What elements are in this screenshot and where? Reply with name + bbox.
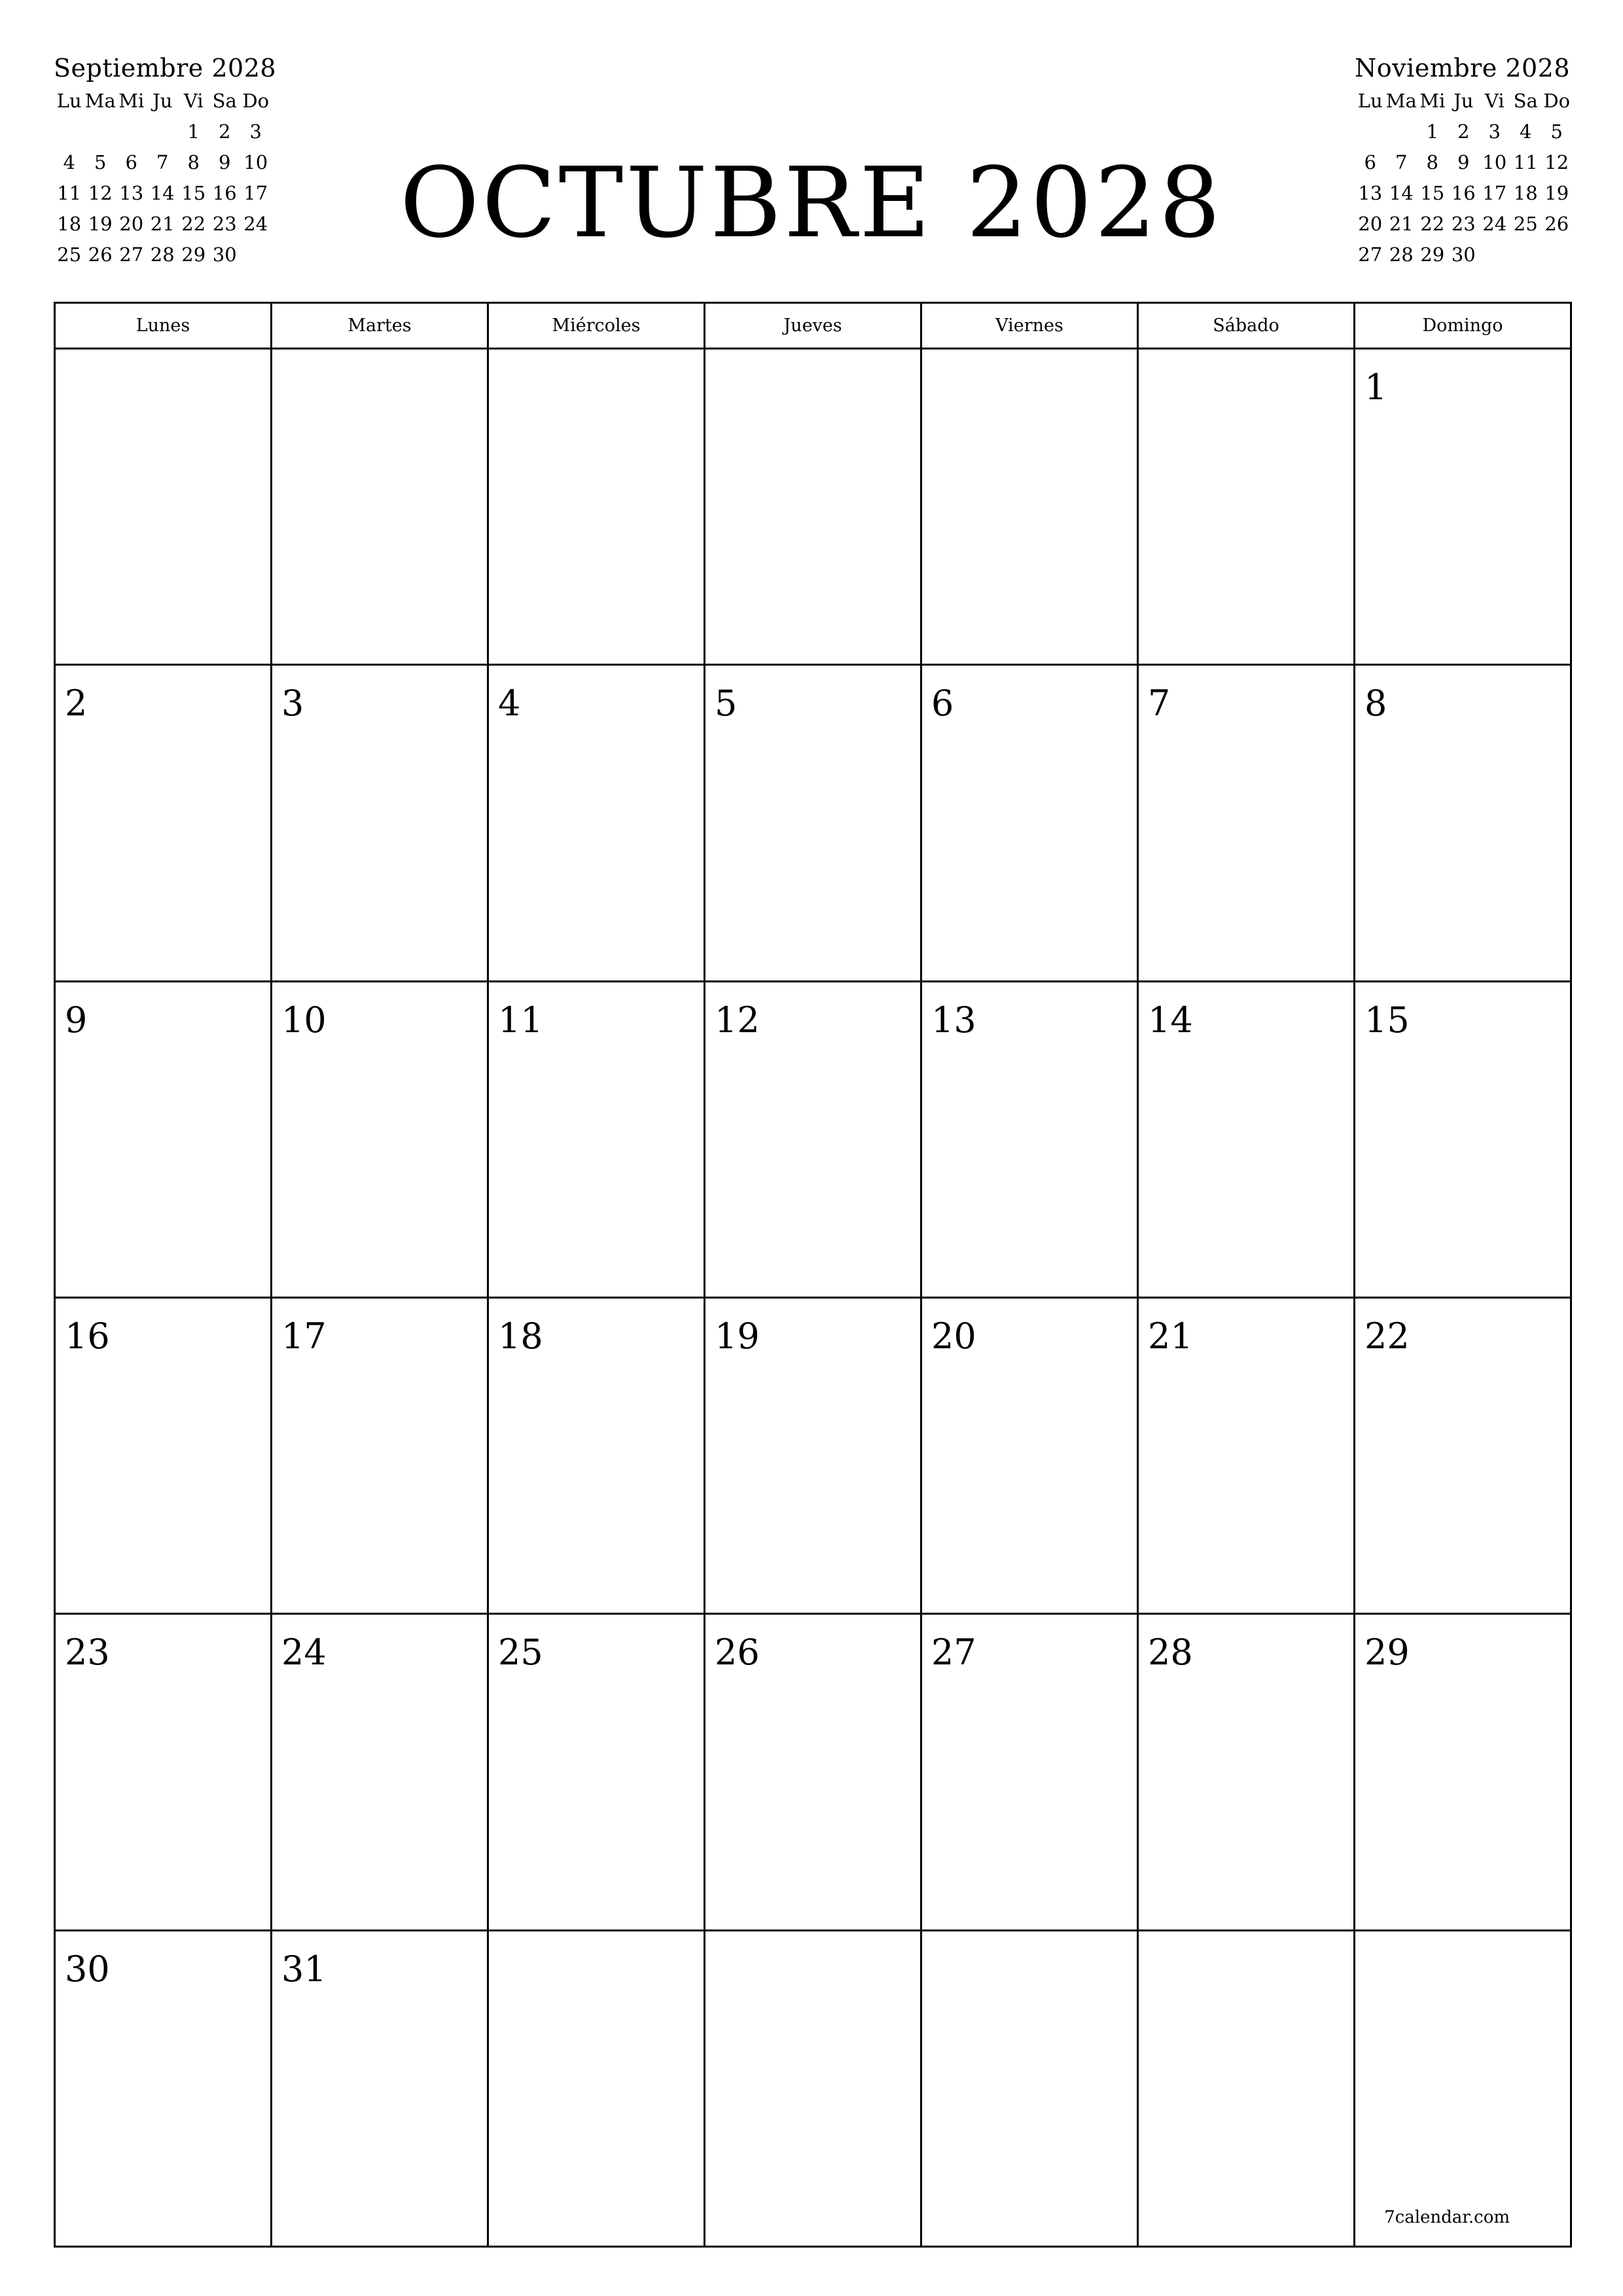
mini-day-cell: 5 <box>94 151 107 173</box>
day-cell[interactable] <box>1355 1299 1572 1615</box>
mini-day-cell: 24 <box>243 212 268 235</box>
mini-day-cell: 8 <box>187 151 200 173</box>
mini-day-cell: 8 <box>1426 151 1438 173</box>
month-grid <box>54 302 1572 2248</box>
mini-day-cell: 14 <box>150 181 175 204</box>
day-cell[interactable] <box>922 1299 1139 1615</box>
mini-day-cell: 21 <box>150 212 175 235</box>
day-number: 19 <box>715 1316 760 1357</box>
day-number: 14 <box>1148 999 1193 1041</box>
mini-day-cell: 22 <box>181 212 206 235</box>
mini-day-cell: 29 <box>1420 243 1445 266</box>
day-cell[interactable] <box>272 1299 489 1615</box>
day-number: 3 <box>281 683 304 725</box>
mini-day-cell: 4 <box>63 151 75 173</box>
mini-day-cell: 12 <box>88 181 113 204</box>
day-cell[interactable] <box>489 350 705 666</box>
mini-day-cell: 9 <box>219 151 231 173</box>
day-cell[interactable] <box>272 982 489 1299</box>
page-title: OCTUBRE 2028 <box>400 147 1223 259</box>
weekday-header: Lunes <box>56 304 272 350</box>
day-number: 27 <box>931 1632 976 1674</box>
mini-day-cell: 4 <box>1520 120 1532 143</box>
mini-day-cell <box>1510 239 1542 270</box>
mini-day-cell: 28 <box>150 243 175 266</box>
mini-weekday-header: Vi <box>183 89 204 112</box>
mini-weekday-header: Do <box>242 89 270 112</box>
mini-day-cell: 9 <box>1457 151 1470 173</box>
mini-day-cell: 26 <box>1544 212 1569 235</box>
mini-day-cell <box>1386 116 1418 147</box>
mini-day-cell: 3 <box>249 120 262 143</box>
mini-day-cell <box>54 116 85 147</box>
mini-day-cell: 15 <box>181 181 206 204</box>
day-number: 31 <box>281 1948 327 1990</box>
mini-day-cell <box>85 116 116 147</box>
day-number: 26 <box>715 1632 760 1674</box>
weekday-header: Miércoles <box>489 304 705 350</box>
day-number: 28 <box>1148 1632 1193 1674</box>
day-cell[interactable] <box>705 666 922 982</box>
day-cell[interactable] <box>56 666 272 982</box>
day-cell[interactable] <box>922 350 1139 666</box>
mini-day-cell <box>1479 239 1510 270</box>
day-number: 6 <box>931 683 954 725</box>
mini-day-cell: 10 <box>1482 151 1507 173</box>
day-number: 29 <box>1364 1632 1410 1674</box>
mini-day-cell: 27 <box>119 243 144 266</box>
mini-day-cell: 1 <box>1426 120 1438 143</box>
site-credit: 7calendar.com <box>1384 2208 1510 2227</box>
day-cell[interactable] <box>272 666 489 982</box>
mini-weekday-header: Lu <box>56 89 82 112</box>
mini-day-cell: 3 <box>1488 120 1501 143</box>
day-number: 10 <box>281 999 327 1041</box>
mini-day-cell: 7 <box>1395 151 1408 173</box>
mini-day-cell: 17 <box>1482 181 1507 204</box>
day-number: 15 <box>1364 999 1410 1041</box>
day-cell[interactable] <box>1139 1615 1355 1931</box>
mini-day-cell: 17 <box>243 181 268 204</box>
mini-day-cell: 10 <box>243 151 268 173</box>
day-cell[interactable] <box>1139 666 1355 982</box>
day-number: 22 <box>1364 1316 1410 1357</box>
day-number: 7 <box>1148 683 1171 725</box>
day-number: 18 <box>498 1316 543 1357</box>
mini-calendar-next-grid <box>1355 85 1574 270</box>
day-cell[interactable] <box>56 1931 272 2248</box>
mini-weekday-header: Ju <box>152 89 173 112</box>
mini-day-cell <box>1355 116 1386 147</box>
mini-day-cell: 29 <box>181 243 206 266</box>
mini-day-cell: 13 <box>119 181 144 204</box>
mini-day-cell: 23 <box>212 212 237 235</box>
day-cell[interactable] <box>56 1615 272 1931</box>
day-cell[interactable] <box>1355 666 1572 982</box>
day-number: 25 <box>498 1632 543 1674</box>
mini-weekday-header: Mi <box>1419 89 1446 112</box>
day-cell[interactable] <box>1139 982 1355 1299</box>
mini-day-cell: 11 <box>57 181 82 204</box>
mini-day-cell <box>1541 239 1573 270</box>
mini-day-cell: 21 <box>1389 212 1414 235</box>
mini-calendar-prev-grid <box>54 85 273 270</box>
mini-day-cell: 25 <box>57 243 82 266</box>
mini-day-cell: 12 <box>1544 151 1569 173</box>
mini-day-cell: 22 <box>1420 212 1445 235</box>
weekday-header: Jueves <box>705 304 922 350</box>
day-cell[interactable] <box>705 1615 922 1931</box>
mini-weekday-header: Ma <box>1385 89 1417 112</box>
mini-day-cell: 5 <box>1550 120 1563 143</box>
mini-calendar-next <box>1355 51 1574 270</box>
day-cell[interactable] <box>922 666 1139 982</box>
weekday-header: Domingo <box>1355 304 1572 350</box>
day-cell[interactable] <box>56 1299 272 1615</box>
mini-day-cell <box>240 239 272 270</box>
mini-day-cell: 30 <box>212 243 237 266</box>
mini-day-cell: 20 <box>119 212 144 235</box>
day-cell[interactable] <box>922 982 1139 1299</box>
day-cell[interactable] <box>1355 982 1572 1299</box>
day-number: 23 <box>65 1632 110 1674</box>
mini-weekday-header: Ju <box>1454 89 1474 112</box>
mini-weekday-header: Ma <box>84 89 116 112</box>
mini-calendar-next-title: Noviembre 2028 <box>1355 54 1571 82</box>
mini-day-cell: 30 <box>1451 243 1476 266</box>
day-number: 8 <box>1364 683 1387 725</box>
mini-weekday-header: Sa <box>212 89 237 112</box>
day-number: 9 <box>65 999 88 1041</box>
weekday-header: Sábado <box>1139 304 1355 350</box>
day-cell[interactable] <box>705 350 922 666</box>
day-cell[interactable] <box>705 1299 922 1615</box>
mini-day-cell: 7 <box>156 151 169 173</box>
mini-day-cell: 24 <box>1482 212 1507 235</box>
day-number: 12 <box>715 999 760 1041</box>
mini-day-cell: 16 <box>212 181 237 204</box>
mini-day-cell: 18 <box>57 212 82 235</box>
day-number: 16 <box>65 1316 110 1357</box>
mini-day-cell: 19 <box>1544 181 1569 204</box>
weekday-header: Martes <box>272 304 489 350</box>
mini-day-cell <box>147 116 179 147</box>
mini-day-cell: 2 <box>219 120 231 143</box>
day-cell[interactable] <box>1139 1931 1355 2248</box>
day-cell[interactable] <box>922 1931 1139 2248</box>
mini-day-cell: 14 <box>1389 181 1414 204</box>
day-cell[interactable] <box>489 1615 705 1931</box>
mini-calendar-prev-title: Septiembre 2028 <box>54 54 277 82</box>
day-cell[interactable] <box>272 1931 489 2248</box>
mini-day-cell <box>116 116 147 147</box>
day-number: 17 <box>281 1316 327 1357</box>
weekday-header: Viernes <box>922 304 1139 350</box>
day-number: 21 <box>1148 1316 1193 1357</box>
mini-weekday-header: Mi <box>118 89 145 112</box>
mini-day-cell: 27 <box>1358 243 1383 266</box>
mini-weekday-header: Sa <box>1513 89 1538 112</box>
day-cell[interactable] <box>56 350 272 666</box>
day-cell[interactable] <box>272 1615 489 1931</box>
day-number: 30 <box>65 1948 110 1990</box>
day-cell[interactable] <box>489 982 705 1299</box>
day-cell[interactable] <box>705 1931 922 2248</box>
mini-weekday-header: Do <box>1543 89 1571 112</box>
day-number: 20 <box>931 1316 976 1357</box>
day-cell[interactable] <box>489 1931 705 2248</box>
day-cell[interactable] <box>1355 1931 1572 2248</box>
day-number: 4 <box>498 683 521 725</box>
mini-day-cell: 6 <box>125 151 137 173</box>
day-cell[interactable] <box>922 1615 1139 1931</box>
mini-day-cell: 6 <box>1364 151 1376 173</box>
day-number: 24 <box>281 1632 327 1674</box>
day-cell[interactable] <box>1139 1299 1355 1615</box>
mini-day-cell: 2 <box>1457 120 1470 143</box>
day-number: 13 <box>931 999 976 1041</box>
mini-day-cell: 18 <box>1513 181 1538 204</box>
day-cell[interactable] <box>1139 350 1355 666</box>
mini-day-cell: 23 <box>1451 212 1476 235</box>
mini-day-cell: 15 <box>1420 181 1445 204</box>
mini-weekday-header: Lu <box>1357 89 1383 112</box>
day-number: 2 <box>65 683 88 725</box>
mini-weekday-header: Vi <box>1484 89 1505 112</box>
day-cell[interactable] <box>1355 1615 1572 1931</box>
mini-day-cell: 13 <box>1358 181 1383 204</box>
mini-day-cell: 1 <box>187 120 200 143</box>
mini-day-cell: 19 <box>88 212 113 235</box>
mini-day-cell: 25 <box>1513 212 1538 235</box>
day-cell[interactable] <box>1355 350 1572 666</box>
day-cell[interactable] <box>489 1299 705 1615</box>
day-number: 1 <box>1364 367 1387 408</box>
mini-calendar-prev <box>54 51 277 270</box>
day-cell[interactable] <box>272 350 489 666</box>
day-cell[interactable] <box>705 982 922 1299</box>
mini-day-cell: 11 <box>1513 151 1538 173</box>
mini-day-cell: 20 <box>1358 212 1383 235</box>
day-number: 11 <box>498 999 543 1041</box>
mini-day-cell: 16 <box>1451 181 1476 204</box>
day-cell[interactable] <box>489 666 705 982</box>
mini-day-cell: 28 <box>1389 243 1414 266</box>
day-number: 5 <box>715 683 738 725</box>
day-cell[interactable] <box>56 982 272 1299</box>
mini-day-cell: 26 <box>88 243 113 266</box>
